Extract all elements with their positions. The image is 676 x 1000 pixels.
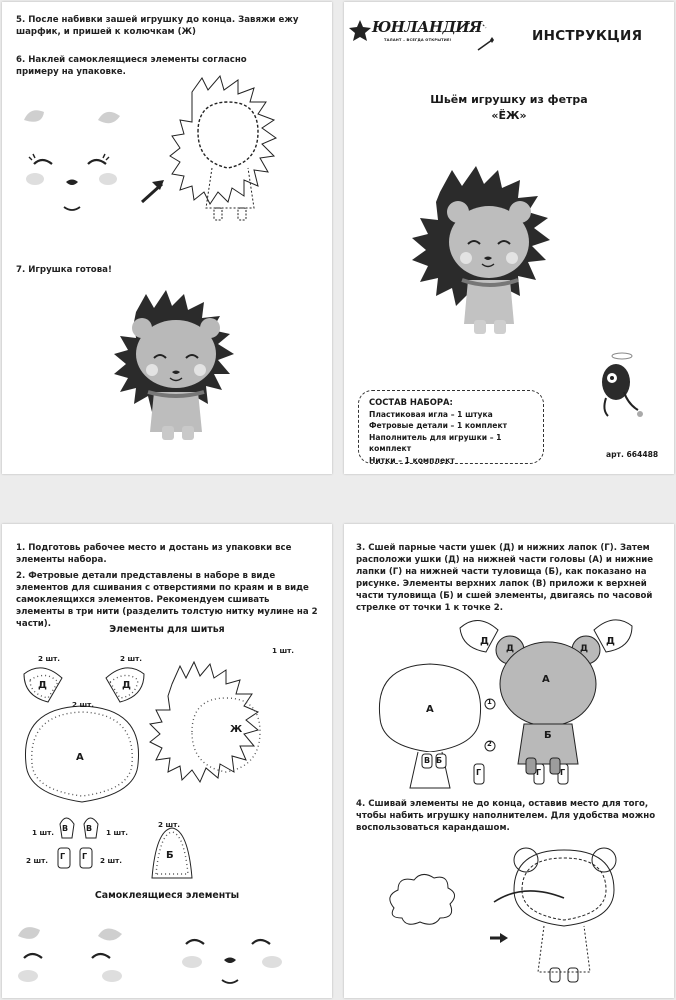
spiky-piece-zh bbox=[150, 662, 258, 782]
letter-d: Д bbox=[38, 680, 47, 691]
cover-title bbox=[384, 92, 634, 124]
page4-illustrations bbox=[344, 524, 674, 998]
qty-label: 1 шт. bbox=[272, 646, 295, 655]
qty-label: 2 шт. bbox=[72, 700, 95, 709]
qty-label: 2 шт. bbox=[100, 856, 123, 865]
letter-a: А bbox=[426, 704, 434, 715]
letter-d: Д bbox=[122, 680, 131, 691]
brand-tagline: ТАЛАНТ – ВСЕГДА ОТКРЫТИЕ! bbox=[384, 38, 452, 42]
point-1-label: 1 bbox=[487, 698, 492, 706]
step7-text: 7. Игрушка готова! bbox=[16, 265, 112, 275]
qty-label: 1 шт. bbox=[32, 828, 55, 837]
sewing-elements-title: Элементы для шитья bbox=[109, 624, 225, 635]
step2-text: 2. Фетровые детали представлены в наборе в виде элементов для сшивания с отверстиями по краям и в виде самоклеящихся элементов. Рекомендуем сшивать элементы в три нити (разделить толстую нитку мулине на 2 части). bbox=[16, 571, 318, 629]
letter-b: Б bbox=[544, 730, 552, 741]
step6-text: 6. Наклей самоклеящиеся элементы согласно примеру на упаковке. bbox=[16, 55, 247, 77]
letter-d: Д bbox=[580, 644, 589, 654]
letter-g: Г bbox=[476, 768, 482, 777]
arrow-icon bbox=[490, 933, 508, 943]
letter-g: Г bbox=[536, 768, 542, 777]
page-cover bbox=[344, 2, 674, 474]
qty-label: 2 шт. bbox=[120, 654, 143, 663]
kit-title: СОСТАВ НАБОРА: bbox=[369, 397, 453, 407]
mascot-illustration bbox=[602, 353, 643, 417]
step4-text: 4. Сшивай элементы не до конца, оставив место для того, чтобы набить игрушку наполнителем. Для удобства можно воспользоваться карандашом. bbox=[356, 799, 656, 833]
letter-v: В bbox=[86, 824, 93, 833]
qty-label: 2 шт. bbox=[38, 654, 61, 663]
brand-logo: ЮНЛАНДИЯ bbox=[372, 18, 482, 36]
letter-a: А bbox=[76, 752, 84, 763]
cover-title-line1: Шьём игрушку из фетра bbox=[430, 93, 588, 106]
letter-a: А bbox=[542, 674, 550, 685]
step3-text: 3. Сшей парные части ушек (Д) и нижних лапок (Г). Затем расположи ушки (Д) на нижней части головы (А) и нижние лапки (Г) на нижней части туловища (Б), как показано на рисунке. Элементы верхних лапок (В) приложи к верхней части туловища (Б) и сшей элементы, двигаясь по часовой стрелке от точки 1 к точке 2. bbox=[356, 543, 654, 613]
point-2-label: 2 bbox=[487, 740, 492, 748]
page1-illustrations bbox=[2, 2, 332, 474]
kit-item: Фетровые детали – 1 комплект bbox=[369, 421, 507, 430]
stitched-hedgehog-illustration bbox=[494, 848, 616, 982]
star-icon bbox=[349, 20, 371, 41]
qty-label: 2 шт. bbox=[26, 856, 49, 865]
hedgehog-outline-illustration bbox=[170, 76, 276, 220]
sticker-elements-title: Самоклеящиеся элементы bbox=[94, 890, 240, 901]
step1-text: 1. Подготовь рабочее место и достань из упаковки все элементы набора. bbox=[16, 543, 292, 565]
letter-v: В bbox=[424, 756, 431, 765]
page3-illustrations bbox=[2, 524, 332, 998]
ear-piece-d bbox=[460, 620, 498, 652]
letter-d: Д bbox=[480, 636, 489, 647]
arrow-icon bbox=[142, 180, 164, 202]
stuffing-illustration bbox=[390, 874, 455, 924]
kit-item: Нитки – 1 комплект bbox=[369, 455, 455, 465]
finished-hedgehog-illustration bbox=[114, 290, 234, 440]
cover-title-line2: «ЁЖ» bbox=[491, 109, 527, 122]
article-number: арт. 664488 bbox=[606, 450, 659, 459]
kit-item: Наполнитель для игрушки – 1 комплект bbox=[369, 432, 502, 453]
step5-text: 5. После набивки зашей игрушку до конца. Завяжи ежу шарфик, и пришей к колючкам (Ж) bbox=[16, 15, 299, 37]
letter-v: В bbox=[62, 824, 69, 833]
letter-g: Г bbox=[560, 768, 566, 777]
letter-g: Г bbox=[60, 852, 66, 861]
header-title: ИНСТРУКЦИЯ bbox=[532, 28, 643, 44]
cover-hedgehog-illustration bbox=[412, 166, 550, 334]
sticker-elements-illustration bbox=[18, 927, 282, 983]
page-steps-1-2 bbox=[2, 524, 332, 998]
kit-contents-box bbox=[358, 390, 544, 464]
letter-b: Б bbox=[436, 756, 443, 765]
qty-label: 1 шт. bbox=[106, 828, 129, 837]
face-stickers-illustration bbox=[24, 110, 120, 210]
letter-zh: Ж bbox=[230, 724, 243, 735]
letter-b: Б bbox=[166, 850, 174, 861]
letter-g: Г bbox=[82, 852, 88, 861]
kit-item: Пластиковая игла – 1 штука bbox=[369, 409, 493, 419]
page-steps-3-4 bbox=[344, 524, 674, 998]
letter-d: Д bbox=[606, 636, 615, 647]
assembled-pieces-illustration bbox=[485, 636, 600, 774]
page-steps-5-7 bbox=[2, 2, 332, 474]
letter-d: Д bbox=[506, 644, 515, 654]
qty-label: 2 шт. bbox=[158, 820, 181, 829]
